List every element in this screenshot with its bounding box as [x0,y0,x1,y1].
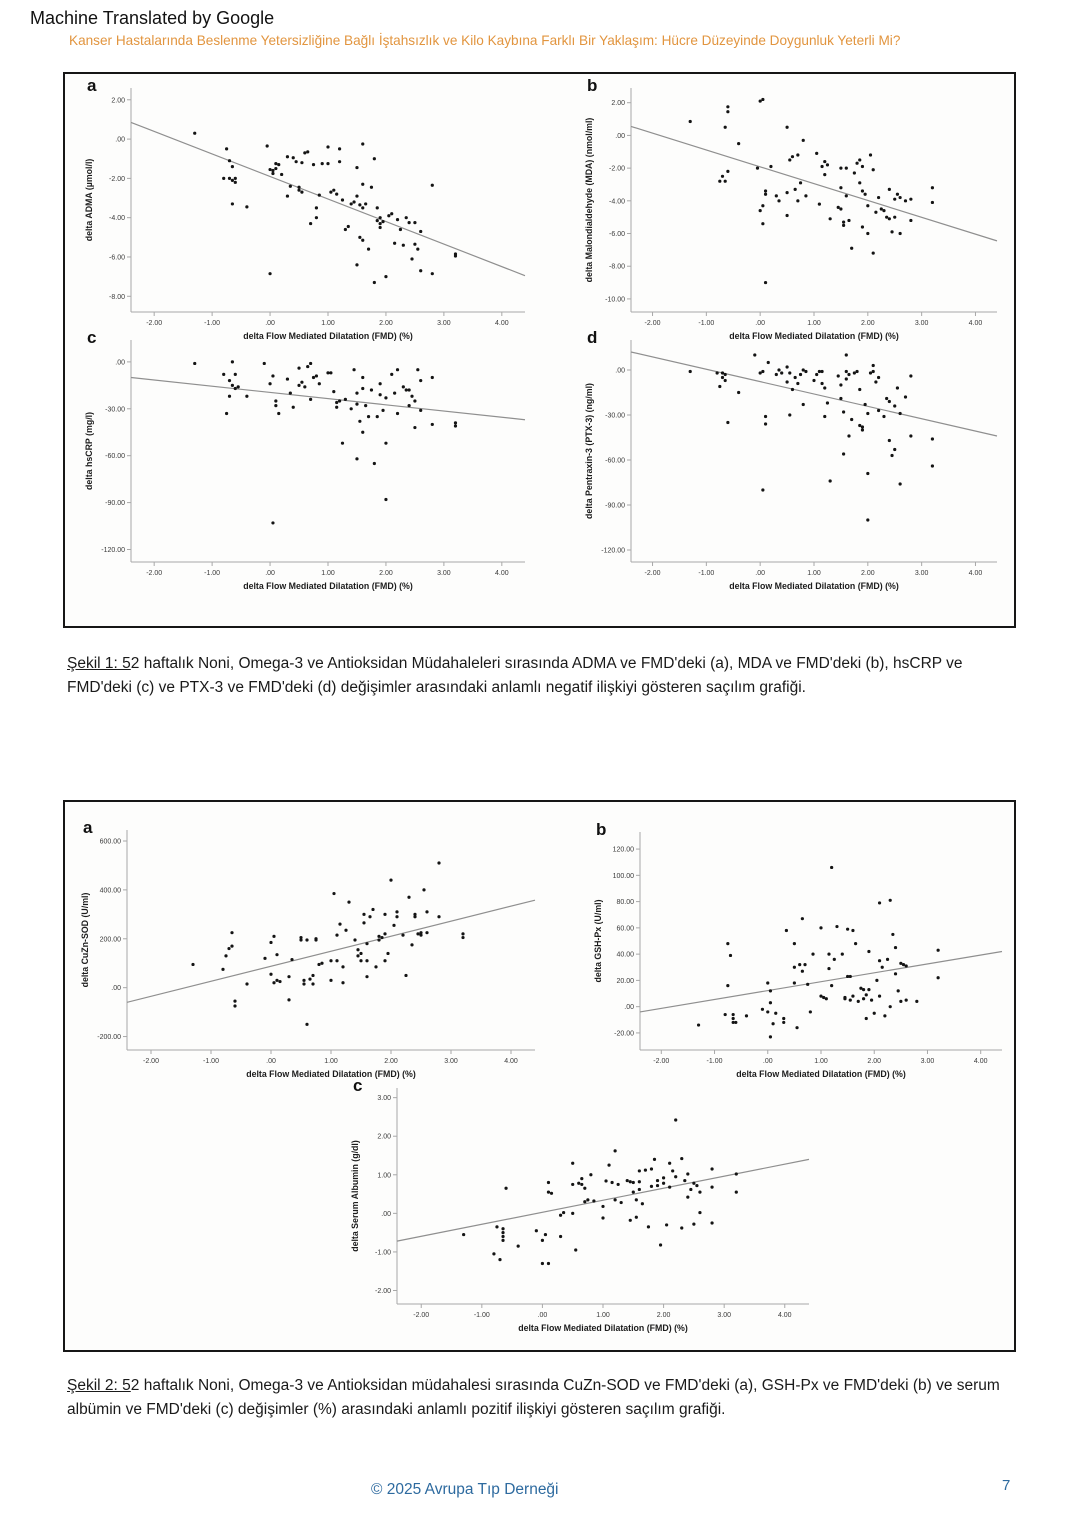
y-axis-label: delta GSH-Px (U/ml) [593,899,603,983]
y-tick-label: -60.00 [105,453,125,461]
x-tick-label: 3.00 [717,1312,731,1319]
panel-letter: b [587,76,598,95]
y-tick-label: 2.00 [611,100,625,108]
y-tick-label: -10.00 [605,296,625,304]
axes [127,340,525,566]
y-tick-label: 100.00 [612,872,634,880]
fig2-panel-c-scatter [347,1078,821,1340]
y-tick-label: -200.00 [97,1034,121,1042]
figure2-caption-text: 2 haftalık Noni, Omega-3 ve Antioksidan müdahalesi sırasında CuZn-SOD ve FMD'deki (a), GSH-Px ve FMD'deki (b) ve serum albümin ve FMD'deki (c) değişimler (%) arasındaki anlamlı pozitif ilişkiyi gösteren saçılım grafiği. [67,1376,1000,1418]
y-tick-label: .00 [111,985,121,993]
x-tick-label: -2.00 [653,1058,670,1065]
x-tick-label: .00 [265,570,275,577]
y-tick-label: .00 [381,1210,391,1218]
y-tick-label: -8.00 [609,263,625,271]
panel-letter: c [353,1076,363,1095]
y-tick-label: .00 [615,367,625,375]
trend-line [640,952,1002,1012]
x-tick-label: .00 [265,320,275,327]
x-tick-label: 4.00 [968,320,983,327]
x-tick-label: .00 [537,1312,548,1319]
axes [127,88,525,316]
article-title: Kanser Hastalarında Beslenme Yetersizliğine Bağlı İştahsızlık ve Kilo Kaybına Farklı Bir Yaklaşım: Hücre Düzeyinde Doygunluk Yeterli Mi? [69,33,901,48]
x-tick-label: -2.00 [146,320,163,327]
data-points [193,360,457,524]
x-tick-label: 2.00 [861,320,875,327]
scatter-svg-fig2b [590,822,1014,1086]
x-tick-label: -2.00 [644,320,661,327]
x-tick-label: 1.00 [321,320,335,327]
x-tick-label: 2.00 [867,1058,882,1065]
y-tick-label: -1.00 [375,1249,391,1257]
x-tick-label: -2.00 [143,1058,159,1065]
x-tick-label: 4.00 [973,1058,988,1065]
x-tick-label: -1.00 [204,570,221,577]
y-tick-label: -90.00 [105,500,125,508]
figure2-caption [67,1374,1015,1422]
y-tick-label: .00 [615,132,625,140]
y-tick-label: 1.00 [377,1172,391,1180]
x-axis-label: delta Flow Mediated Dilatation (FMD) (%) [729,331,899,341]
y-tick-label: -4.00 [609,198,625,206]
y-tick-label: 200.00 [99,936,121,944]
x-tick-label: 1.00 [807,320,821,327]
y-tick-label: -30.00 [605,412,625,420]
y-tick-label: -120.00 [101,546,125,554]
y-tick-label: 60.00 [616,925,634,933]
x-tick-label: 4.00 [495,320,509,327]
x-tick-label: -2.00 [644,570,661,577]
x-tick-label: 1.00 [807,570,821,577]
data-points [193,132,457,285]
y-tick-label: .00 [115,136,125,144]
y-tick-label: 400.00 [99,887,121,895]
scatter-svg-fig1b [581,78,1009,348]
axes [123,830,535,1054]
data-points [689,353,934,521]
figure1-caption-label: Şekil 1: 5 [67,654,131,672]
x-tick-label: -1.00 [473,1312,490,1319]
x-tick-label: 1.00 [324,1058,338,1065]
x-tick-label: -1.00 [698,320,715,327]
x-tick-label: -2.00 [413,1312,430,1319]
x-tick-label: .00 [755,570,766,577]
x-tick-label: 4.00 [504,1058,518,1065]
fig1-panel-a-scatter [81,78,537,348]
fig1-panel-b-scatter [581,78,1009,348]
y-tick-label: -8.00 [109,293,125,301]
x-tick-label: -1.00 [706,1058,723,1065]
x-tick-label: 2.00 [379,570,393,577]
fig2-panel-a-scatter [77,820,547,1086]
x-axis-label: delta Flow Mediated Dilatation (FMD) (%) [243,581,413,591]
x-tick-label: 2.00 [656,1312,671,1319]
x-tick-label: 3.00 [437,570,451,577]
x-tick-label: .00 [266,1058,276,1065]
x-tick-label: -1.00 [203,1058,219,1065]
y-tick-label: -2.00 [375,1288,391,1295]
trend-line [127,900,535,1002]
x-tick-label: .00 [755,320,766,327]
y-tick-label: -6.00 [609,231,625,239]
axes [627,340,997,566]
data-points [689,98,934,284]
y-axis-label: delta Malondialdehyde (MDA) (nmol/ml) [584,117,594,283]
panel-letter: a [87,76,97,95]
x-tick-label: 2.00 [861,570,875,577]
axes [393,1088,809,1308]
scatter-svg-fig2c [347,1078,821,1340]
scatter-svg-fig1a [81,78,537,348]
figure1-box [63,72,1016,628]
x-axis-label: delta Flow Mediated Dilatation (FMD) (%) [518,1323,688,1333]
x-tick-label: .00 [762,1058,773,1065]
figure2-caption-label: Şekil 2: 5 [67,1376,131,1394]
panel-letter: a [83,818,93,837]
x-tick-label: 3.00 [437,320,451,327]
y-tick-label: -60.00 [605,457,625,465]
y-tick-label: -2.00 [609,165,625,173]
y-axis-label: delta hsCRP (mg/l) [84,411,94,491]
x-tick-label: 2.00 [384,1058,398,1065]
panel-letter: b [596,820,607,839]
y-tick-label: -20.00 [614,1030,634,1038]
y-tick-label: 2.00 [377,1133,391,1141]
data-points [462,1118,738,1265]
fig1-panel-d-scatter [581,330,1009,598]
x-axis-label: delta Flow Mediated Dilatation (FMD) (%) [729,581,899,591]
trend-line [631,126,997,240]
footer-copyright: © 2025 Avrupa Tıp Derneği [371,1481,559,1498]
data-points [697,866,940,1039]
axes [627,88,997,316]
y-tick-label: 2.00 [111,97,125,105]
x-axis-label: delta Flow Mediated Dilatation (FMD) (%) [246,1069,416,1079]
x-tick-label: 4.00 [777,1312,792,1319]
axes [636,832,1002,1054]
y-tick-label: -120.00 [601,547,625,555]
x-tick-label: 1.00 [596,1312,610,1319]
y-tick-label: -6.00 [109,254,125,262]
panel-letter: c [87,328,97,347]
x-tick-label: 3.00 [914,570,929,577]
y-tick-label: 600.00 [99,838,121,846]
x-tick-label: -1.00 [698,570,715,577]
y-axis-label: delta CuZn-SOD (U/ml) [80,892,90,988]
y-tick-label: .00 [624,1004,634,1012]
x-tick-label: 2.00 [379,320,393,327]
x-tick-label: -1.00 [204,320,221,327]
figure2-box [63,800,1016,1352]
trend-line [131,378,525,420]
y-tick-label: 80.00 [616,899,634,907]
y-tick-label: 40.00 [616,951,634,959]
fig2-panel-b-scatter [590,822,1014,1086]
page-number: 7 [1002,1477,1011,1494]
y-axis-label: delta ADMA (µmol/l) [84,158,94,242]
x-tick-label: 3.00 [920,1058,935,1065]
y-tick-label: 3.00 [377,1095,391,1103]
x-tick-label: 1.00 [321,570,335,577]
y-axis-label: delta Pentraxin-3 (PTX-3) (ng/ml) [584,383,594,519]
x-tick-label: -2.00 [146,570,163,577]
scatter-svg-fig2a [77,820,547,1086]
figure1-caption [67,652,1015,700]
x-tick-label: 1.00 [814,1058,828,1065]
y-tick-label: 120.00 [612,846,634,854]
x-tick-label: 4.00 [495,570,509,577]
scatter-svg-fig1c [81,330,537,598]
data-points [191,861,464,1026]
fig1-panel-c-scatter [81,330,537,598]
y-axis-label: delta Serum Albumin (g/dl) [350,1140,360,1252]
machine-translated-header: Machine Translated by Google [30,8,275,28]
x-axis-label: delta Flow Mediated Dilatation (FMD) (%) [736,1069,906,1079]
trend-line [397,1159,809,1241]
y-tick-label: .00 [115,359,125,367]
y-tick-label: -30.00 [105,406,125,414]
y-tick-label: -90.00 [605,502,625,510]
y-tick-label: -2.00 [109,175,125,183]
y-tick-label: -4.00 [109,215,125,223]
x-tick-label: 4.00 [968,570,983,577]
scatter-svg-fig1d [581,330,1009,598]
x-tick-label: 3.00 [914,320,929,327]
y-tick-label: 20.00 [616,977,634,985]
x-axis-label: delta Flow Mediated Dilatation (FMD) (%) [243,331,413,341]
x-tick-label: 3.00 [444,1058,458,1065]
trend-line [631,352,997,436]
panel-letter: d [587,328,598,347]
figure1-caption-text: 2 haftalık Noni, Omega-3 ve Antioksidan Müdahaleleri sırasında ADMA ve FMD'deki (a), MDA ve FMD'deki (b), hsCRP ve FMD'deki (c) ve PTX-3 ve FMD'deki (d) değişimler arasındaki anlamlı negatif ilişkiyi gösteren saçılım grafiği. [67,654,963,696]
